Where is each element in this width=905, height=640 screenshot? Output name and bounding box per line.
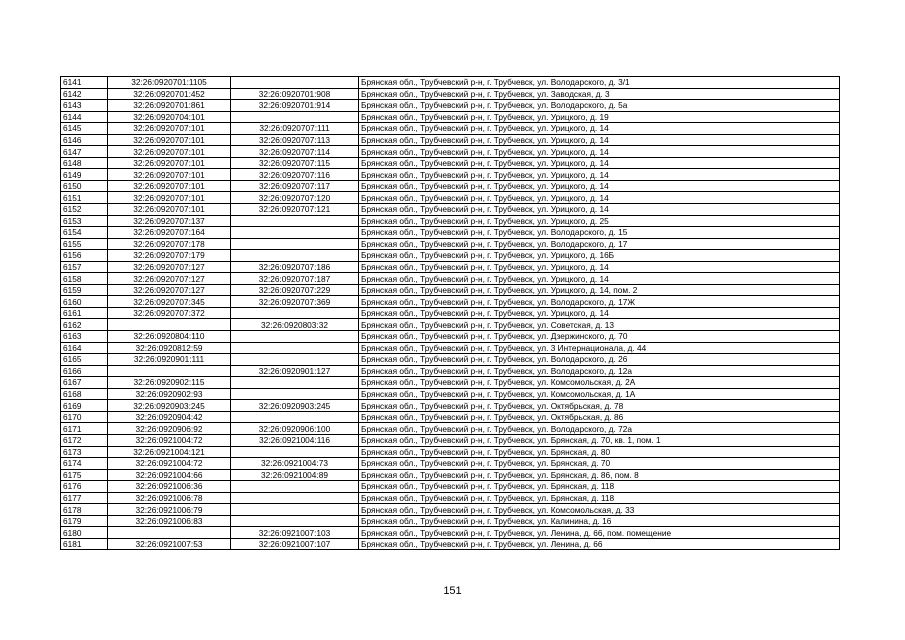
table-row xyxy=(61,492,840,504)
cadastral-number-cell: 32:26:0920701:861 xyxy=(108,100,231,112)
cadastral-number-cell: 32:26:0920707:372 xyxy=(108,307,231,319)
record-number-cell: 6157 xyxy=(61,261,108,273)
record-number-cell: 6167 xyxy=(61,377,108,389)
cadastral-number-cell: 32:26:0920903:245 xyxy=(108,400,231,412)
address-cell: Брянская обл., Трубчевский р-н, г. Трубчевск, ул. Брянская, д. 86, пом. 8 xyxy=(359,469,840,481)
record-number-cell: 6173 xyxy=(61,446,108,458)
table-row xyxy=(61,527,840,539)
related-cadastral-number-cell: 32:26:0920707:186 xyxy=(231,261,359,273)
record-number-cell: 6171 xyxy=(61,423,108,435)
address-cell: Брянская обл., Трубчевский р-н, г. Трубчевск, ул. Урицкого, д. 19 xyxy=(359,111,840,123)
table-row xyxy=(61,319,840,331)
cadastral-number-cell: 32:26:0920707:101 xyxy=(108,169,231,181)
cadastral-number-cell: 32:26:0920804:110 xyxy=(108,331,231,343)
related-cadastral-number-cell xyxy=(231,238,359,250)
table-row xyxy=(61,227,840,239)
cadastral-number-cell: 32:26:0920707:101 xyxy=(108,146,231,158)
table-row xyxy=(61,538,840,550)
record-number-cell: 6145 xyxy=(61,123,108,135)
related-cadastral-number-cell xyxy=(231,504,359,516)
address-cell: Брянская обл., Трубчевский р-н, г. Трубчевск, ул. Володарского, д. 5а xyxy=(359,100,840,112)
related-cadastral-number-cell xyxy=(231,481,359,493)
related-cadastral-number-cell xyxy=(231,388,359,400)
table-row xyxy=(61,515,840,527)
cadastral-number-cell: 32:26:0920707:101 xyxy=(108,180,231,192)
address-cell: Брянская обл., Трубчевский р-н, г. Трубчевск, ул. Володарского, д. 12а xyxy=(359,365,840,377)
address-cell: Брянская обл., Трубчевский р-н, г. Трубчевск, ул. Калинина, д. 16 xyxy=(359,515,840,527)
table-row xyxy=(61,481,840,493)
related-cadastral-number-cell: 32:26:0921004:89 xyxy=(231,469,359,481)
record-number-cell: 6149 xyxy=(61,169,108,181)
address-cell: Брянская обл., Трубчевский р-н, г. Трубчевск, ул. Володарского, д. 26 xyxy=(359,354,840,366)
cadastral-number-cell: 32:26:0920904:42 xyxy=(108,411,231,423)
related-cadastral-number-cell: 32:26:0920901:127 xyxy=(231,365,359,377)
table-row xyxy=(61,88,840,100)
record-number-cell: 6166 xyxy=(61,365,108,377)
cadastral-number-cell: 32:26:0921006:36 xyxy=(108,481,231,493)
address-cell: Брянская обл., Трубчевский р-н, г. Трубчевск, ул. Советская, д. 13 xyxy=(359,319,840,331)
related-cadastral-number-cell: 32:26:0920707:120 xyxy=(231,192,359,204)
address-cell: Брянская обл., Трубчевский р-н, г. Трубчевск, ул. Октябрьская, д. 78 xyxy=(359,400,840,412)
record-number-cell: 6156 xyxy=(61,250,108,262)
cadastral-number-cell xyxy=(108,527,231,539)
record-number-cell: 6142 xyxy=(61,88,108,100)
record-number-cell: 6159 xyxy=(61,284,108,296)
related-cadastral-number-cell xyxy=(231,515,359,527)
address-cell: Брянская обл., Трубчевский р-н, г. Трубчевск, ул. Брянская, д. 118 xyxy=(359,481,840,493)
cadastral-number-cell: 32:26:0921004:72 xyxy=(108,458,231,470)
table-row xyxy=(61,215,840,227)
cadastral-number-cell xyxy=(108,319,231,331)
address-cell: Брянская обл., Трубчевский р-н, г. Трубчевск, ул. Володарского, д. 72а xyxy=(359,423,840,435)
record-number-cell: 6148 xyxy=(61,157,108,169)
cadastral-number-cell: 32:26:0920707:127 xyxy=(108,273,231,285)
cadastral-number-cell: 32:26:0920704:101 xyxy=(108,111,231,123)
related-cadastral-number-cell: 32:26:0921007:107 xyxy=(231,538,359,550)
related-cadastral-number-cell: 32:26:0920803:32 xyxy=(231,319,359,331)
cadastral-number-cell: 32:26:0920707:101 xyxy=(108,157,231,169)
address-cell: Брянская обл., Трубчевский р-н, г. Трубчевск, ул. Урицкого, д. 14 xyxy=(359,123,840,135)
table-row xyxy=(61,411,840,423)
related-cadastral-number-cell xyxy=(231,77,359,89)
address-cell: Брянская обл., Трубчевский р-н, г. Трубчевск, ул. Комсомольская, д. 2А xyxy=(359,377,840,389)
record-number-cell: 6150 xyxy=(61,180,108,192)
table-row xyxy=(61,434,840,446)
address-cell: Брянская обл., Трубчевский р-н, г. Трубчевск, ул. Урицкого, д. 14 xyxy=(359,273,840,285)
address-cell: Брянская обл., Трубчевский р-н, г. Трубчевск, ул. Урицкого, д. 14 xyxy=(359,157,840,169)
cadastral-number-cell: 32:26:0920701:1105 xyxy=(108,77,231,89)
related-cadastral-number-cell xyxy=(231,250,359,262)
table-row xyxy=(61,400,840,412)
cadastral-number-cell: 32:26:0920902:115 xyxy=(108,377,231,389)
table-row xyxy=(61,157,840,169)
address-cell: Брянская обл., Трубчевский р-н, г. Трубчевск, ул. Урицкого, д. 14 xyxy=(359,180,840,192)
table-row xyxy=(61,169,840,181)
table-row xyxy=(61,458,840,470)
table-row xyxy=(61,354,840,366)
record-number-cell: 6147 xyxy=(61,146,108,158)
record-number-cell: 6143 xyxy=(61,100,108,112)
related-cadastral-number-cell xyxy=(231,111,359,123)
table-row xyxy=(61,342,840,354)
related-cadastral-number-cell: 32:26:0920701:914 xyxy=(231,100,359,112)
address-cell: Брянская обл., Трубчевский р-н, г. Трубчевск, ул. Комсомольская, д. 33 xyxy=(359,504,840,516)
cadastral-number-cell: 32:26:0921006:83 xyxy=(108,515,231,527)
record-number-cell: 6176 xyxy=(61,481,108,493)
record-number-cell: 6154 xyxy=(61,227,108,239)
cadastral-number-cell: 32:26:0921006:78 xyxy=(108,492,231,504)
address-cell: Брянская обл., Трубчевский р-н, г. Трубчевск, ул. Урицкого, д. 14 xyxy=(359,146,840,158)
record-number-cell: 6175 xyxy=(61,469,108,481)
related-cadastral-number-cell xyxy=(231,446,359,458)
related-cadastral-number-cell xyxy=(231,492,359,504)
cadastral-number-cell: 32:26:0921006:79 xyxy=(108,504,231,516)
table-row xyxy=(61,100,840,112)
address-cell: Брянская обл., Трубчевский р-н, г. Трубчевск, ул. Брянская, д. 70, кв. 1, пом. 1 xyxy=(359,434,840,446)
record-number-cell: 6158 xyxy=(61,273,108,285)
related-cadastral-number-cell: 32:26:0921007:103 xyxy=(231,527,359,539)
cadastral-number-cell: 32:26:0920707:345 xyxy=(108,296,231,308)
related-cadastral-number-cell: 32:26:0920707:115 xyxy=(231,157,359,169)
record-number-cell: 6153 xyxy=(61,215,108,227)
related-cadastral-number-cell: 32:26:0920707:121 xyxy=(231,204,359,216)
address-cell: Брянская обл., Трубчевский р-н, г. Трубчевск, ул. Ленина, д. 66, пом. помещение xyxy=(359,527,840,539)
address-cell: Брянская обл., Трубчевский р-н, г. Трубчевск, ул. Урицкого, д. 14 xyxy=(359,192,840,204)
cadastral-number-cell: 32:26:0920707:101 xyxy=(108,123,231,135)
related-cadastral-number-cell xyxy=(231,342,359,354)
related-cadastral-number-cell xyxy=(231,307,359,319)
record-number-cell: 6174 xyxy=(61,458,108,470)
table-row xyxy=(61,377,840,389)
table-row xyxy=(61,365,840,377)
cadastral-number-cell: 32:26:0921004:72 xyxy=(108,434,231,446)
cadastral-number-cell: 32:26:0920707:178 xyxy=(108,238,231,250)
cadastral-number-cell: 32:26:0920707:179 xyxy=(108,250,231,262)
cadastral-number-cell: 32:26:0920902:93 xyxy=(108,388,231,400)
cadastral-number-cell: 32:26:0921007:53 xyxy=(108,538,231,550)
address-cell: Брянская обл., Трубчевский р-н, г. Трубчевск, ул. Урицкого, д. 14, пом. 2 xyxy=(359,284,840,296)
cadastral-number-cell: 32:26:0920707:101 xyxy=(108,204,231,216)
table-row xyxy=(61,238,840,250)
address-cell: Брянская обл., Трубчевский р-н, г. Трубчевск, ул. Дзержинского, д. 70 xyxy=(359,331,840,343)
table-row xyxy=(61,192,840,204)
related-cadastral-number-cell xyxy=(231,227,359,239)
record-number-cell: 6178 xyxy=(61,504,108,516)
record-number-cell: 6160 xyxy=(61,296,108,308)
cadastral-number-cell xyxy=(108,365,231,377)
related-cadastral-number-cell: 32:26:0921004:116 xyxy=(231,434,359,446)
table-row xyxy=(61,146,840,158)
related-cadastral-number-cell xyxy=(231,331,359,343)
table-row xyxy=(61,180,840,192)
table-row xyxy=(61,123,840,135)
cadastral-number-cell: 32:26:0920901:111 xyxy=(108,354,231,366)
related-cadastral-number-cell: 32:26:0921004:73 xyxy=(231,458,359,470)
address-cell: Брянская обл., Трубчевский р-н, г. Трубчевск, ул. Брянская, д. 70 xyxy=(359,458,840,470)
table-row xyxy=(61,423,840,435)
table-row xyxy=(61,134,840,146)
record-number-cell: 6146 xyxy=(61,134,108,146)
cadastral-number-cell: 32:26:0920707:127 xyxy=(108,261,231,273)
record-number-cell: 6169 xyxy=(61,400,108,412)
table-row xyxy=(61,204,840,216)
address-cell: Брянская обл., Трубчевский р-н, г. Трубчевск, ул. Брянская, д. 80 xyxy=(359,446,840,458)
address-cell: Брянская обл., Трубчевский р-н, г. Трубчевск, ул. Урицкого, д. 14 xyxy=(359,134,840,146)
related-cadastral-number-cell: 32:26:0920707:117 xyxy=(231,180,359,192)
cadastral-number-cell: 32:26:0920906:92 xyxy=(108,423,231,435)
related-cadastral-number-cell: 32:26:0920903:245 xyxy=(231,400,359,412)
related-cadastral-number-cell: 32:26:0920906:100 xyxy=(231,423,359,435)
table-row xyxy=(61,446,840,458)
record-number-cell: 6152 xyxy=(61,204,108,216)
record-number-cell: 6163 xyxy=(61,331,108,343)
record-number-cell: 6168 xyxy=(61,388,108,400)
address-cell: Брянская обл., Трубчевский р-н, г. Трубчевск, ул. Володарского, д. 17 xyxy=(359,238,840,250)
related-cadastral-number-cell: 32:26:0920707:114 xyxy=(231,146,359,158)
address-cell: Брянская обл., Трубчевский р-н, г. Трубчевск, ул. Володарского, д. 15 xyxy=(359,227,840,239)
table-row xyxy=(61,284,840,296)
cadastral-number-cell: 32:26:0920707:127 xyxy=(108,284,231,296)
table-row xyxy=(61,77,840,89)
table-row xyxy=(61,504,840,516)
table-row xyxy=(61,469,840,481)
address-cell: Брянская обл., Трубчевский р-н, г. Трубчевск, ул. Урицкого, д. 25 xyxy=(359,215,840,227)
related-cadastral-number-cell: 32:26:0920707:229 xyxy=(231,284,359,296)
cadastral-number-cell: 32:26:0920701:452 xyxy=(108,88,231,100)
address-cell: Брянская обл., Трубчевский р-н, г. Трубчевск, ул. Комсомольская, д. 1А xyxy=(359,388,840,400)
record-number-cell: 6151 xyxy=(61,192,108,204)
related-cadastral-number-cell: 32:26:0920707:113 xyxy=(231,134,359,146)
address-cell: Брянская обл., Трубчевский р-н, г. Трубчевск, ул. Урицкого, д. 14 xyxy=(359,204,840,216)
address-cell: Брянская обл., Трубчевский р-н, г. Трубчевск, ул. Брянская, д. 118 xyxy=(359,492,840,504)
page-number: 151 xyxy=(443,585,462,597)
related-cadastral-number-cell xyxy=(231,215,359,227)
table-body xyxy=(61,77,840,550)
table-row xyxy=(61,296,840,308)
address-cell: Брянская обл., Трубчевский р-н, г. Трубчевск, ул. 3 Интернационала, д. 44 xyxy=(359,342,840,354)
record-number-cell: 6180 xyxy=(61,527,108,539)
record-number-cell: 6179 xyxy=(61,515,108,527)
record-number-cell: 6144 xyxy=(61,111,108,123)
cadastral-number-cell: 32:26:0921004:66 xyxy=(108,469,231,481)
related-cadastral-number-cell: 32:26:0920707:187 xyxy=(231,273,359,285)
related-cadastral-number-cell: 32:26:0920701:908 xyxy=(231,88,359,100)
address-cell: Брянская обл., Трубчевский р-н, г. Трубчевск, ул. Урицкого, д. 14 xyxy=(359,261,840,273)
related-cadastral-number-cell: 32:26:0920707:369 xyxy=(231,296,359,308)
table-row xyxy=(61,273,840,285)
address-cell: Брянская обл., Трубчевский р-н, г. Трубчевск, ул. Володарского, д. 3/1 xyxy=(359,77,840,89)
address-cell: Брянская обл., Трубчевский р-н, г. Трубчевск, ул. Володарского, д. 17Ж xyxy=(359,296,840,308)
record-number-cell: 6161 xyxy=(61,307,108,319)
record-number-cell: 6141 xyxy=(61,77,108,89)
cadastral-table xyxy=(60,76,840,550)
table-row xyxy=(61,111,840,123)
cadastral-number-cell: 32:26:0920707:164 xyxy=(108,227,231,239)
record-number-cell: 6165 xyxy=(61,354,108,366)
table-row xyxy=(61,388,840,400)
table-row xyxy=(61,331,840,343)
record-number-cell: 6155 xyxy=(61,238,108,250)
address-cell: Брянская обл., Трубчевский р-н, г. Трубчевск, ул. Октябрьская, д. 86 xyxy=(359,411,840,423)
record-number-cell: 6164 xyxy=(61,342,108,354)
cadastral-number-cell: 32:26:0921004:121 xyxy=(108,446,231,458)
related-cadastral-number-cell: 32:26:0920707:116 xyxy=(231,169,359,181)
record-number-cell: 6162 xyxy=(61,319,108,331)
cadastral-number-cell: 32:26:0920707:137 xyxy=(108,215,231,227)
record-number-cell: 6170 xyxy=(61,411,108,423)
record-number-cell: 6177 xyxy=(61,492,108,504)
related-cadastral-number-cell xyxy=(231,377,359,389)
cadastral-number-cell: 32:26:0920707:101 xyxy=(108,192,231,204)
table-row xyxy=(61,307,840,319)
address-cell: Брянская обл., Трубчевский р-н, г. Трубчевск, ул. Урицкого, д. 14 xyxy=(359,307,840,319)
related-cadastral-number-cell: 32:26:0920707:111 xyxy=(231,123,359,135)
cadastral-number-cell: 32:26:0920812:59 xyxy=(108,342,231,354)
record-number-cell: 6172 xyxy=(61,434,108,446)
address-cell: Брянская обл., Трубчевский р-н, г. Трубчевск, ул. Урицкого, д. 14 xyxy=(359,169,840,181)
address-cell: Брянская обл., Трубчевский р-н, г. Трубчевск, ул. Ленина, д. 66 xyxy=(359,538,840,550)
address-cell: Брянская обл., Трубчевский р-н, г. Трубчевск, ул. Урицкого, д. 16Б xyxy=(359,250,840,262)
address-cell: Брянская обл., Трубчевский р-н, г. Трубчевск, ул. Заводская, д. 3 xyxy=(359,88,840,100)
record-number-cell: 6181 xyxy=(61,538,108,550)
cadastral-number-cell: 32:26:0920707:101 xyxy=(108,134,231,146)
related-cadastral-number-cell xyxy=(231,411,359,423)
table-row xyxy=(61,250,840,262)
related-cadastral-number-cell xyxy=(231,354,359,366)
table-row xyxy=(61,261,840,273)
